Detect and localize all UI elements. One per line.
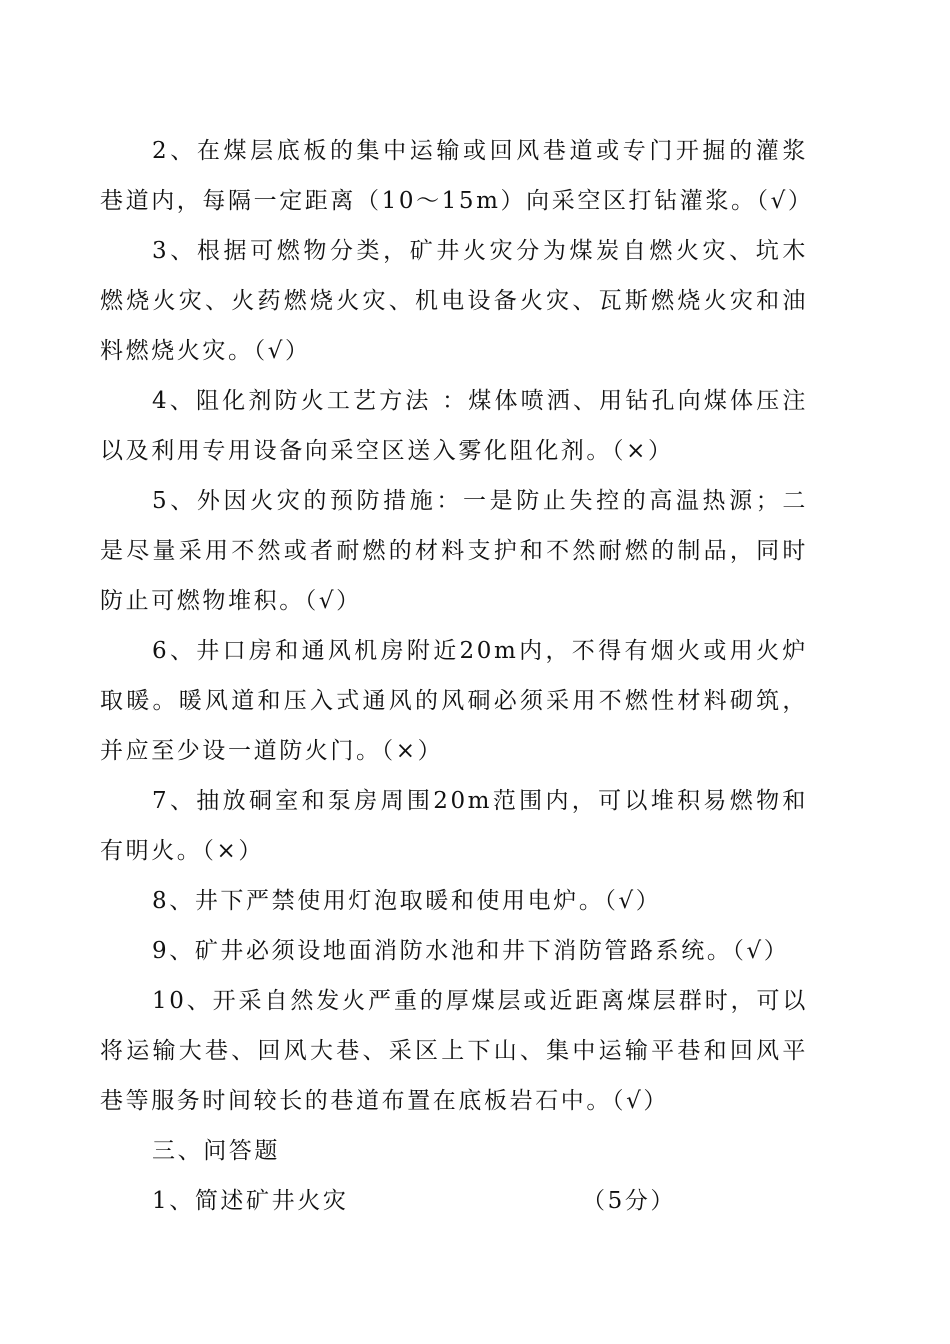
document-body <box>100 126 814 1226</box>
section-title: 三、问答题 <box>152 1138 280 1164</box>
judgement-item-2: 2、在煤层底板的集中运输或回风巷道或专门开掘的灌浆巷道内，每隔一定距离（10～15m）向采空区打钻灌浆。（√） <box>100 138 814 214</box>
judgement-item-6: 6、井口房和通风机房附近20m内，不得有烟火或用火炉取暖。暖风道和压入式通风的风硐必须采用不燃性材料砌筑，并应至少设一道防火门。（×） <box>100 638 808 764</box>
judgement-item-7: 7、抽放硐室和泵房周围20m范围内，可以堆积易燃物和有明火。（×） <box>100 788 808 864</box>
question-text: 1、简述矿井火灾 <box>152 1188 349 1214</box>
judgement-item-9: 9、矿井必须设地面消防水池和井下消防管路系统。（√） <box>152 938 790 964</box>
question-row <box>100 1176 808 1226</box>
judgement-item-8: 8、井下严禁使用灯泡取暖和使用电炉。（√） <box>152 888 662 914</box>
question-score: （5分） <box>582 1188 677 1214</box>
judgement-item-3: 3、根据可燃物分类，矿井火灾分为煤炭自燃火灾、坑木燃烧火灾、火药燃烧火灾、机电设备火灾、瓦斯燃烧火灾和油料燃烧火灾。（√） <box>100 238 808 364</box>
judgement-item-10: 10、开采自然发火严重的厚煤层或近距离煤层群时，可以将运输大巷、回风大巷、采区上下山、集中运输平巷和回风平巷等服务时间较长的巷道布置在底板岩石中。（√） <box>100 988 808 1114</box>
judgement-item-4: 4、阻化剂防火工艺方法 ：煤体喷洒、用钻孔向煤体压注以及利用专用设备向采空区送入雾化阻化剂。（×） <box>100 388 808 464</box>
judgement-item-5: 5、外因火灾的预防措施：一是防止失控的高温热源；二是尽量采用不然或者耐燃的材料支护和不然耐燃的制品，同时防止可燃物堆积。（√） <box>100 488 808 614</box>
